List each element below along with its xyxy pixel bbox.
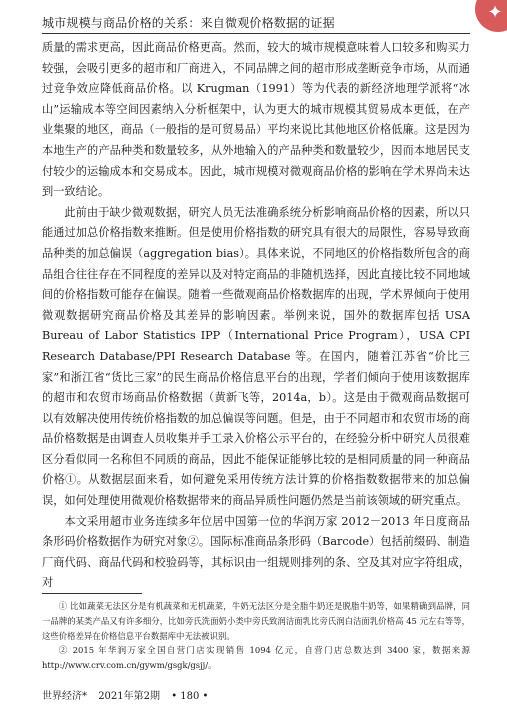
paragraph-continued: 质量的需求更高，因此商品价格更高。然而，较大的城市规模意味着人口较多和购买力较强，会吸引更多的超市和厂商进入，不同品牌之间的超市形成垄断竞争市场，从而通过竞争效应降低商品价格。以 Krugman（1991）等为代表的新经济地理学派将“冰山”运输成本等空间因素纳入分析框架中，认为更大的城市规模其贸易成本更低，在产业集聚的地区，商品（一般指的是可贸易品）平均来说比其他地区价格低廉。这是因为本地生产的产品种类和数量较多，从外地输入的产品种类和数量较少，因而本地居民支付较少的运输成本和交易成本。因此，城市规模对微观商品价格的影响在学术界尚未达到一致结论。: [42, 41, 470, 199]
issue-label: 2021年第2期: [98, 691, 160, 702]
page-footer: [42, 687, 216, 702]
paragraph: 此前由于缺少微观数据，研究人员无法准确系统分析影响商品价格的因素，所以只能通过加总价格指数来推断。但是使用价格指数的研究具有很大的局限性，容易导致商品种类的加总偏误（aggregation bias）。具体来说，不同地区的价格指数所包含的商品组合往往存在不同程度的差异以及对特定商品的非随机选择，因此直接比较不同地域间的价格指数可能存在偏误。随着一些微观商品价格数据库的出现，学术界倾向于使用微观数据研究商品价格及其差异的影响因素。举例来说，国外的数据库包括 USA Bureau of Labor Statistics IPP（International Price Program），USA CPI Research Database/PPI Research Database 等。在国内，随着江苏省“价比三家”和浙江省“货比三家”的民生商品价格信息平台的出现，学者们倾向于使用该数据库的超市和农贸市场商品价格数据（黄新飞等，2014a，b）。这是由于微观商品数据可以有效解决使用传统价格指数的加总偏误等问题。但是，由于不同超市和农贸市场的商品价格数据是由调查人员收集并手工录入价格公示平台的，在经验分析中研究人员很难区分看似同一名称但不同质的商品，因此不能保证能够比较的是相同质量的同一种商品价格①。从数据层面来看，如何避免采用传统方法计算的价格指数数据带来的加总偏误，如何处理使用微观价格数据带来的商品异质性问题仍然是当前该领域的研究重点。: [42, 205, 470, 508]
header-rule: [42, 33, 470, 34]
footnote-rule: [42, 593, 142, 594]
footnotes: [42, 599, 470, 673]
paragraph: 本文采用超市业务连续多年位居中国第一位的华润万家 2012－2013 年日度商品条形码价格数据作为研究对象②。国际标准商品条形码（Barcode）包括前缀码、制造厂商代码、商品代码和校验码等，其标识由一组规则排列的条、空及其对应字符组成，对: [42, 514, 470, 590]
bookmark-badge-icon[interactable]: ✦: [475, 0, 507, 32]
journal-name: 世界经济*: [42, 691, 87, 702]
page-number: • 180 •: [171, 691, 209, 702]
body-text: [42, 38, 470, 594]
footnote-2: ② 2015 年华润万家全国自营门店实现销售 1094 亿元，自营门店总数达到 3400 家，数据来源 http://www.crv.com.cn/gywm/gsgk/gsjj/。: [42, 645, 470, 671]
running-header: 城市规模与商品价格的关系：来自微观价格数据的证据: [42, 16, 335, 30]
footnote-1: ① 比如蔬菜无法区分是有机蔬菜和无机蔬菜，牛奶无法区分是全脂牛奶还是脱脂牛奶等，如果精确到品牌，同一品牌的某类产品又有许多细分，比如旁氏洗面奶小类中旁氏致润洁面乳比旁氏润白洁面乳价格高 45 元左右等等，这些价格差异在价格信息平台数据库中无法被识别。: [42, 601, 470, 641]
